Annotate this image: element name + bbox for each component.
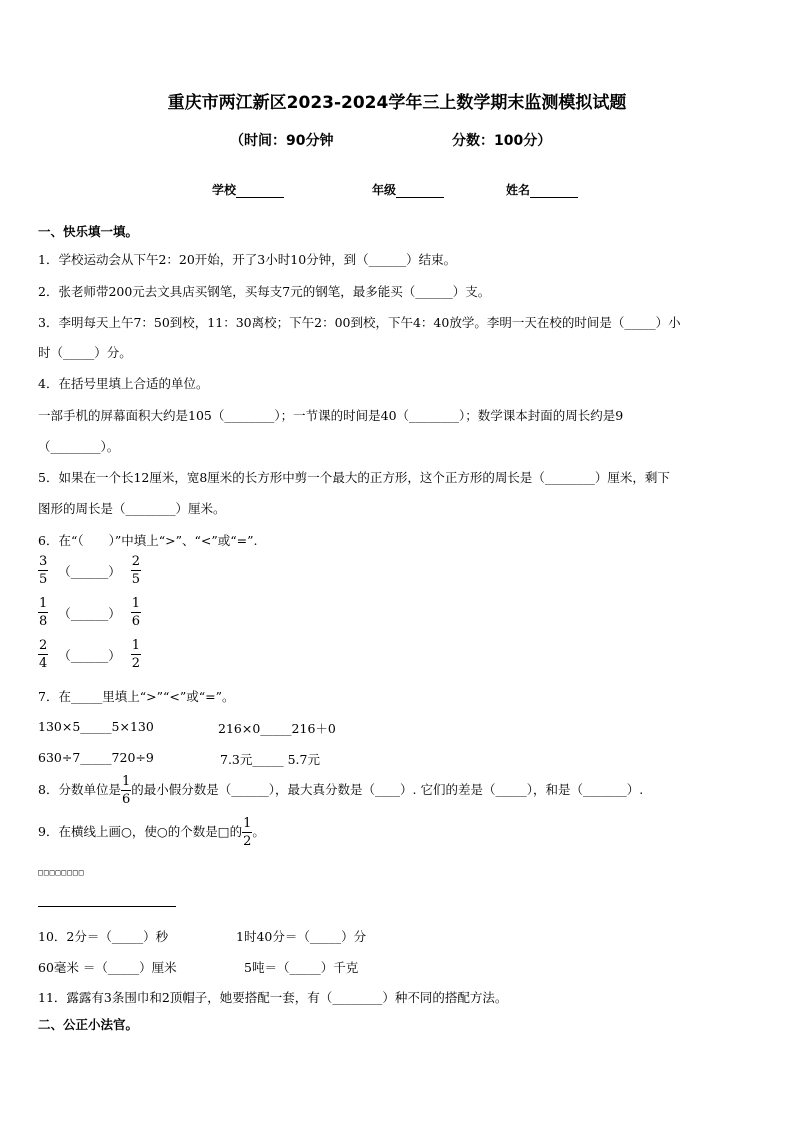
q6-row: [38, 555, 141, 586]
q7-expr: 7.3元_____ 5.7元: [220, 752, 320, 767]
question-10-a: 10．2分＝（_____）秒: [38, 929, 169, 944]
question-7: 7．在_____里填上“>”“<”或“=”。: [38, 689, 235, 704]
section-1-heading: 一、快乐填一填。: [38, 224, 139, 239]
exam-score: 分数：100分）: [452, 133, 552, 149]
question-10-c: 60毫米 ＝（_____）厘米: [38, 960, 177, 975]
compare-blank[interactable]: （______）: [58, 605, 121, 621]
question-1: 1．学校运动会从下午2：20开始，开了3小时10分钟，到（______）结束。: [38, 252, 457, 267]
fraction: $\frac{2}{4}$: [39, 638, 48, 671]
grade-field: [372, 181, 444, 198]
fraction: $\frac{1}{8}$: [39, 596, 48, 629]
q7-expr: 630÷7_____720÷9: [38, 750, 154, 765]
question-3-line-2: 时（_____）分。: [38, 345, 132, 360]
fraction: $\frac{1}{2}$: [131, 638, 141, 671]
fraction: $\frac{1}{6}$: [131, 596, 141, 629]
school-field: [212, 181, 284, 198]
school-blank[interactable]: [236, 184, 284, 198]
fraction: $\frac{1}{6}$: [121, 774, 131, 807]
section-2-heading: 二、公正小法官。: [38, 1017, 139, 1032]
square-boxes: □□□□□□□□: [38, 868, 85, 877]
fraction: $\frac{3}{5}$: [39, 554, 48, 587]
question-2: 2．张老师带200元去文具店买钢笔，买每支7元的钢笔，最多能买（______）支。: [38, 284, 491, 299]
question-4-line-1: 一部手机的屏幕面积大约是105（________）；一节课的时间是40（________）；数学课本封面的周长约是9: [38, 408, 624, 423]
q6-row: [38, 639, 141, 670]
question-10-b: 1时40分＝（_____）分: [236, 929, 367, 944]
question-4-line-2: （________）。: [38, 439, 120, 454]
answer-line[interactable]: [38, 906, 176, 907]
question-11: 11．露露有3条围巾和2顶帽子，她要搭配一套，有（________）种不同的搭配方法。: [38, 990, 508, 1005]
name-blank[interactable]: [530, 184, 578, 198]
grade-blank[interactable]: [396, 184, 444, 198]
page-title: 重庆市两江新区2023-2024学年三上数学期末监测模拟试题: [167, 93, 627, 113]
question-10-d: 5吨＝（_____）千克: [244, 960, 359, 975]
fraction: $\frac{1}{2}$: [243, 816, 252, 849]
school-label: 学校: [212, 183, 237, 197]
compare-blank[interactable]: （______）: [58, 647, 121, 663]
grade-label: 年级: [372, 183, 397, 197]
compare-blank[interactable]: （______）: [58, 563, 121, 579]
name-field: [506, 181, 578, 198]
q7-expr: 216×0_____216＋0: [218, 721, 336, 736]
name-label: 姓名: [506, 183, 531, 197]
question-8: 8．分数单位是 $\frac{1}{6}$ 的最小假分数是（______），最大真分数是（____）. 它们的差是（_____），和是（_______）.: [38, 774, 644, 807]
q6-row: [38, 597, 141, 628]
question-5-line-2: 图形的周长是（________）厘米。: [38, 501, 226, 516]
exam-time: （时间：90分钟: [230, 133, 334, 149]
question-9: 9．在横线上画○，使○的个数是□的 $\frac{1}{2}$ 。: [38, 816, 265, 849]
q7-expr: 130×5_____5×130: [38, 719, 154, 734]
fraction: $\frac{2}{5}$: [131, 554, 141, 587]
question-5-line-1: 5．如果在一个长12厘米，宽8厘米的长方形中剪一个最大的正方形，这个正方形的周长是（________）厘米，剩下: [38, 470, 670, 485]
question-6: 6．在“（ ）”中填上“>”、“<”或“=”.: [38, 533, 258, 548]
question-3-line-1: 3．李明每天上午7：50到校，11：30离校；下午2：00到校，下午4：40放学。李明一天在校的时间是（_____）小: [38, 315, 681, 330]
question-4: 4．在括号里填上合适的单位。: [38, 376, 209, 391]
